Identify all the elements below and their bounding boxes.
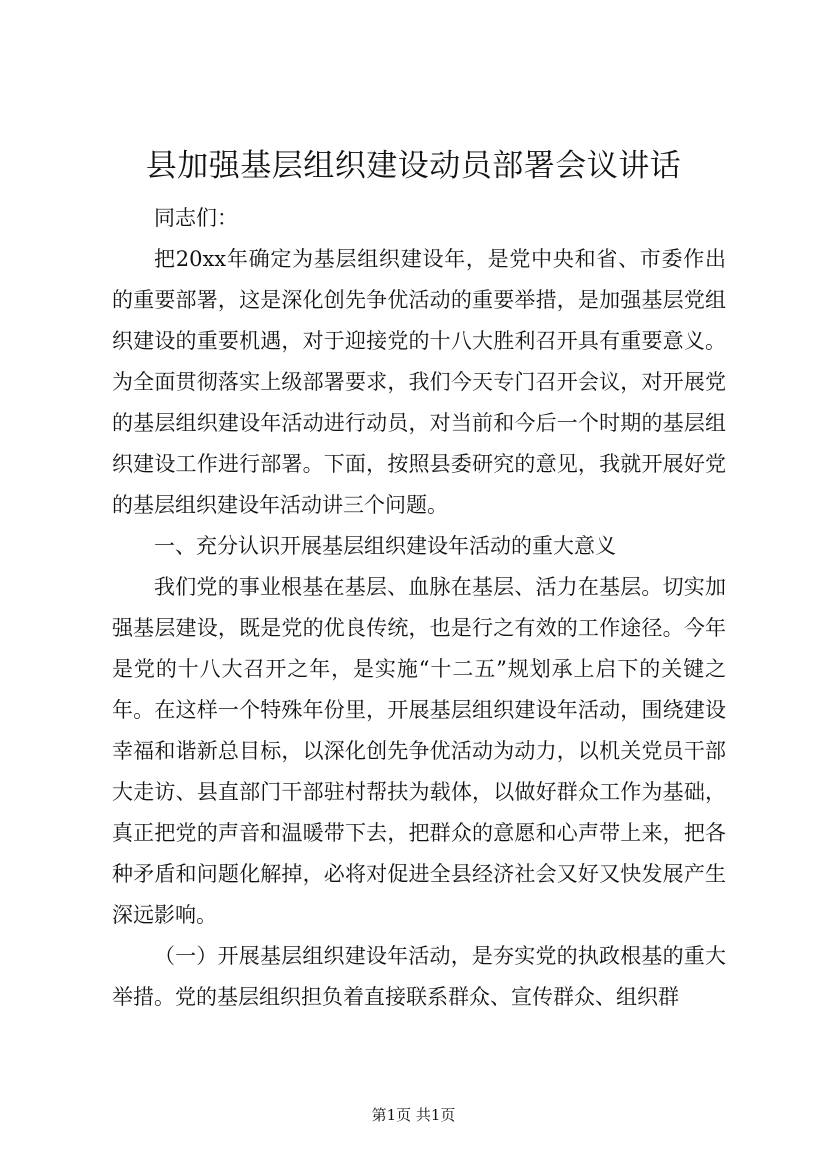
salutation-paragraph: 同志们：	[154, 206, 238, 230]
intro-paragraph: 把20xx年确定为基层组织建设年，是党中央和省、市委作出的重要部署，这是深化创先争优活动的重要举措，是加强基层党组织建设的重要机遇，对于迎接党的十八大胜利召开具有重要意义。为全面贯彻落实上级部署要求，我们今天专门召开会议，对开展党的基层组织建设年活动进行动员，对当前和今后一个时期的基层组织建设工作进行部署。下面，按照县委研究的意见，我就开展好党的基层组织建设年活动讲三个问题。	[112, 247, 726, 517]
body-paragraph: 我们党的事业根基在基层、血脉在基层、活力在基层。切实加强基层建设，既是党的优良传统，也是行之有效的工作途径。今年是党的十八大召开之年，是实施“十二五”规划承上启下的关键之年。在这样一个特殊年份里，开展基层组织建设年活动，围绕建设幸福和谐新总目标，以深化创先争优活动为动力，以机关党员干部大走访、县直部门干部驻村帮扶为载体，以做好群众工作为基础，真正把党的声音和温暖带下去，把群众的意愿和心声带上来，把各种矛盾和问题化解掉，必将对促进全县经济社会又好又快发展产生深远影响。	[112, 575, 726, 927]
page-title: 县加强基层组织建设动员部署会议讲话	[145, 148, 682, 184]
document-body	[112, 198, 726, 1018]
page-number-footer: 第1页 共1页	[371, 1106, 456, 1124]
section-heading: 一、充分认识开展基层组织建设年活动的重大意义	[154, 534, 616, 558]
subsection-paragraph: （一）开展基层组织建设年活动，是夯实党的执政根基的重大举措。党的基层组织担负着直接联系群众、宣传群众、组织群	[112, 944, 726, 1009]
